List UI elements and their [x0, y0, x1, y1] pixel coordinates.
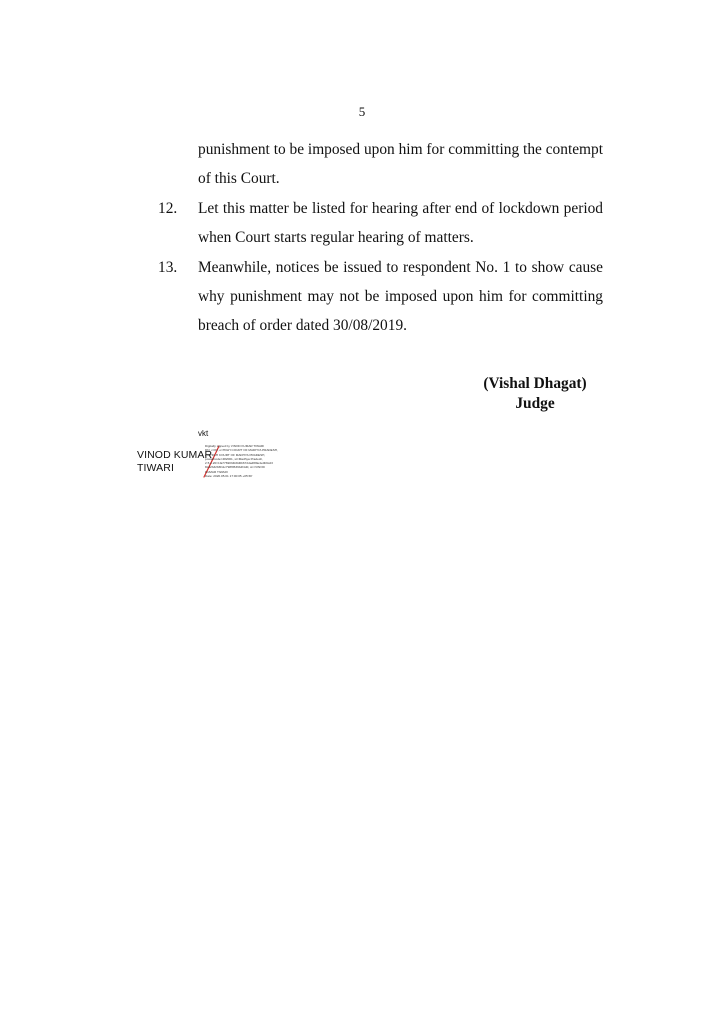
paragraph-number: 13. — [158, 259, 178, 276]
paragraph-continuation: punishment to be imposed upon him for committing the contempt of this Court. — [198, 141, 603, 187]
typist-initials: vkt — [198, 429, 209, 438]
signer-name-line1: VINOD KUMAR — [137, 449, 213, 461]
paragraph-text: Let this matter be listed for hearing after end of lockdown period when Court starts regular hearing of matters. — [198, 200, 603, 246]
signature-detail-line: KUMAR TIWARI — [205, 469, 228, 474]
page-number: 5 — [358, 104, 366, 119]
paragraph-number: 12. — [158, 200, 178, 217]
signature-detail-line: postalCode=482001, st=Madhya Pradesh, — [205, 456, 263, 461]
signer-name-line2: TIWARI — [137, 462, 174, 474]
signature-detail-line: DN: c=IN, o=HIGH COURT OF MADHYA PRADESH, — [205, 448, 278, 453]
paragraph-text: Meanwhile, notices be issued to respondent No. 1 to show cause why punishment may not be imposed upon him for committing breach of order dated 30/08/2019. — [198, 259, 603, 334]
digital-signature — [137, 443, 287, 479]
judge-name: (Vishal Dhagat) — [483, 375, 587, 392]
signature-detail-line: 2.5.4.20=1fa7769034b8d0b672da4f89e4e0b9cd3 — [205, 461, 273, 466]
signature-detail-line: Digitally signed by VINOD KUMAR TIWARI — [205, 444, 265, 448]
signature-detail-line: Date: 2020.05.01 17:00:05 +05'30' — [205, 474, 253, 479]
judge-signature-block — [470, 374, 600, 414]
signature-detail-line: ou=HIGH COURT OF MADHYA PRADESH, — [205, 452, 266, 457]
paragraph-12 — [158, 194, 603, 252]
signature-detail-line: 8cd2b32b6f11c798f9539b4f4d0, cn=VINOD — [205, 465, 265, 470]
paragraph-13 — [158, 253, 603, 340]
signature-details — [205, 444, 287, 478]
judge-title: Judge — [515, 395, 555, 412]
